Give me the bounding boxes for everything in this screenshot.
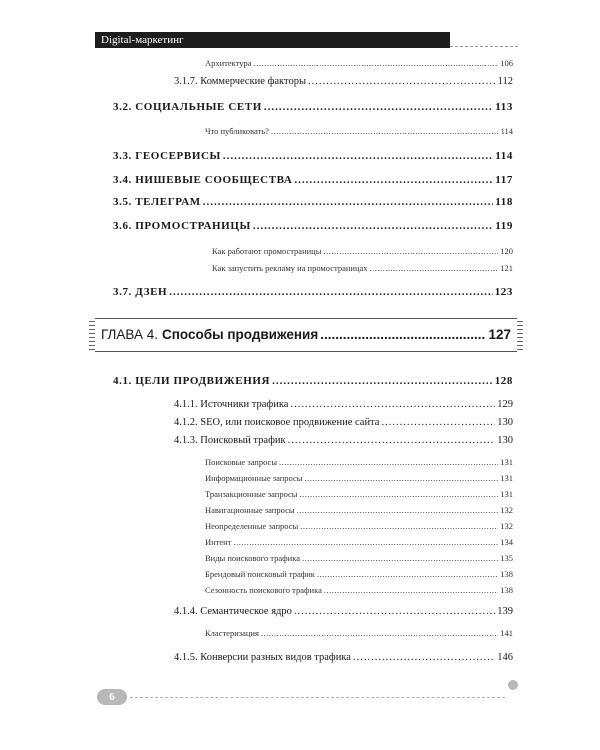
toc-entry[interactable] [205, 58, 513, 68]
toc-entry-page: 132 [500, 505, 513, 515]
chapter-heading [101, 327, 511, 342]
toc-entry-page: 117 [495, 174, 513, 186]
dot-leader [304, 473, 498, 482]
toc-entry-page: 123 [494, 286, 513, 298]
toc-entry-title: Неопределенные запросы [205, 521, 299, 531]
toc-entry-page: 120 [500, 246, 513, 256]
toc-entry-page: 130 [497, 435, 513, 446]
toc-entry[interactable] [113, 150, 513, 162]
chapter-title: Способы продвижения [162, 327, 319, 342]
toc-entry[interactable] [205, 489, 513, 499]
toc-entry-page: 146 [497, 652, 513, 663]
toc-entry[interactable] [205, 521, 513, 531]
dot-leader [381, 417, 495, 428]
toc-entry-title: 3.6. ПРОМОСТРАНИЦЫ [113, 220, 251, 232]
dot-leader [271, 126, 499, 135]
dot-leader [353, 652, 495, 663]
toc-entry[interactable] [205, 505, 513, 515]
toc-entry[interactable] [174, 606, 513, 617]
toc-entry-title: Поисковые запросы [205, 457, 278, 467]
toc-entry-page: 131 [500, 457, 513, 467]
toc-entry-page: 132 [500, 521, 513, 531]
toc-entry-page: 131 [500, 473, 513, 483]
toc-entry[interactable] [205, 553, 513, 563]
toc-entry-title: 4.1.4. Семантическое ядро [174, 606, 292, 617]
toc-entry-page: 121 [500, 263, 513, 273]
toc-entry[interactable] [174, 652, 513, 663]
toc-entry-title: Брендовый поисковый трафик [205, 569, 315, 579]
page-number-badge [97, 689, 127, 705]
toc-entry-title: 4.1.3. Поисковый трафик [174, 435, 286, 446]
toc-entry-title: 3.1.7. Коммерческие факторы [174, 76, 307, 87]
toc-entry-title: Информационные запросы [205, 473, 303, 483]
dot-leader [300, 489, 499, 498]
dot-leader [272, 375, 493, 386]
dot-leader [297, 505, 499, 514]
toc-entry-page: 131 [500, 489, 513, 499]
dot-leader [223, 150, 493, 161]
dot-leader [233, 537, 498, 546]
toc-entry-title: 3.2. СОЦИАЛЬНЫЕ СЕТИ [113, 101, 262, 113]
toc-entry-title: Как запустить рекламу на промостраницах [212, 263, 368, 273]
page-number: 6 [109, 691, 115, 703]
toc-entry-page: 114 [495, 150, 513, 162]
toc-entry[interactable] [212, 263, 513, 273]
dot-leader [264, 101, 493, 112]
toc-entry-page: 113 [495, 101, 513, 113]
dot-leader [370, 263, 499, 272]
toc-entry-title: 3.5. ТЕЛЕГРАМ [113, 196, 201, 208]
toc-entry[interactable] [113, 375, 513, 387]
toc-entry[interactable] [205, 537, 513, 547]
toc-entry-page: 135 [500, 553, 513, 563]
dot-leader [203, 196, 494, 207]
running-header-title: Digital-маркетинг [101, 34, 184, 46]
toc-entry-title: Навигационные запросы [205, 505, 295, 515]
toc-entry-page: 128 [494, 375, 513, 387]
toc-entry-page: 134 [500, 537, 513, 547]
footer-divider [130, 697, 505, 698]
toc-entry-title: Что публиковать? [205, 126, 269, 136]
toc-entry-title: 4.1.1. Источники трафика [174, 399, 289, 410]
running-header [95, 32, 450, 48]
toc-entry-page: 139 [497, 606, 513, 617]
toc-entry-title: 3.7. ДЗЕН [113, 286, 168, 298]
toc-entry[interactable] [113, 101, 513, 113]
toc-entry[interactable] [113, 286, 513, 298]
dot-leader [308, 76, 496, 87]
toc-entry-page: 112 [497, 76, 513, 87]
toc-entry[interactable] [205, 126, 513, 136]
toc-entry-title: Как работают промостраницы [212, 246, 322, 256]
toc-entry[interactable] [205, 585, 513, 595]
dot-leader [290, 399, 495, 410]
footer-dot-icon [508, 680, 518, 690]
chapter-heading-box[interactable] [92, 318, 520, 352]
dot-leader [324, 585, 498, 594]
toc-entry[interactable] [174, 435, 513, 446]
toc-entry-title: 3.4. НИШЕВЫЕ СООБЩЕСТВА [113, 174, 293, 186]
toc-entry[interactable] [205, 473, 513, 483]
dot-leader [323, 246, 498, 255]
toc-entry-title: Виды поискового трафика [205, 553, 300, 563]
toc-entry-title: Кластеризация [205, 628, 259, 638]
dot-leader [288, 435, 496, 446]
toc-entry[interactable] [113, 196, 513, 208]
toc-entry-page: 106 [500, 58, 513, 68]
toc-entry[interactable] [113, 220, 513, 232]
toc-entry[interactable] [205, 628, 513, 638]
toc-entry-title: Интент [205, 537, 232, 547]
toc-entry-title: 3.3. ГЕОСЕРВИСЫ [113, 150, 221, 162]
toc-entry-title: 4.1.2. SEO, или поисковое продвижение сайта [174, 417, 380, 428]
toc-entry[interactable] [174, 399, 513, 410]
dot-leader [279, 457, 498, 466]
dot-leader [320, 327, 486, 341]
toc-entry-page: 141 [500, 628, 513, 638]
dot-leader [261, 628, 498, 637]
chapter-number: ГЛАВА 4. [101, 327, 158, 342]
dot-leader [253, 220, 493, 231]
dot-leader [317, 569, 498, 578]
toc-entry-page: 119 [495, 220, 513, 232]
toc-entry-title: 4.1.5. Конверсии разных видов трафика [174, 652, 351, 663]
toc-entry-title: 4.1. ЦЕЛИ ПРОДВИЖЕНИЯ [113, 375, 271, 387]
dot-leader [294, 606, 495, 617]
dot-leader [302, 553, 498, 562]
toc-entry-page: 138 [500, 569, 513, 579]
dot-leader [254, 58, 499, 67]
toc-entry-page: 138 [500, 585, 513, 595]
toc-entry[interactable] [205, 569, 513, 579]
toc-entry[interactable] [212, 246, 513, 256]
dot-leader [169, 286, 492, 297]
toc-entry-page: 118 [495, 196, 513, 208]
toc-entry[interactable] [174, 417, 513, 428]
toc-entry-title: Транзакционные запросы [205, 489, 298, 499]
toc-entry[interactable] [205, 457, 513, 467]
toc-entry-title: Сезонность поискового трафика [205, 585, 322, 595]
toc-entry-page: 129 [497, 399, 513, 410]
chapter-page: 127 [488, 327, 511, 342]
dot-leader [294, 174, 493, 185]
toc-entry[interactable] [174, 76, 513, 87]
toc-entry-page: 130 [497, 417, 513, 428]
toc-entry-title: Архитектура [205, 58, 252, 68]
toc-entry[interactable] [113, 174, 513, 186]
header-divider [450, 46, 518, 47]
toc-entry-page: 114 [500, 126, 513, 136]
dot-leader [300, 521, 498, 530]
